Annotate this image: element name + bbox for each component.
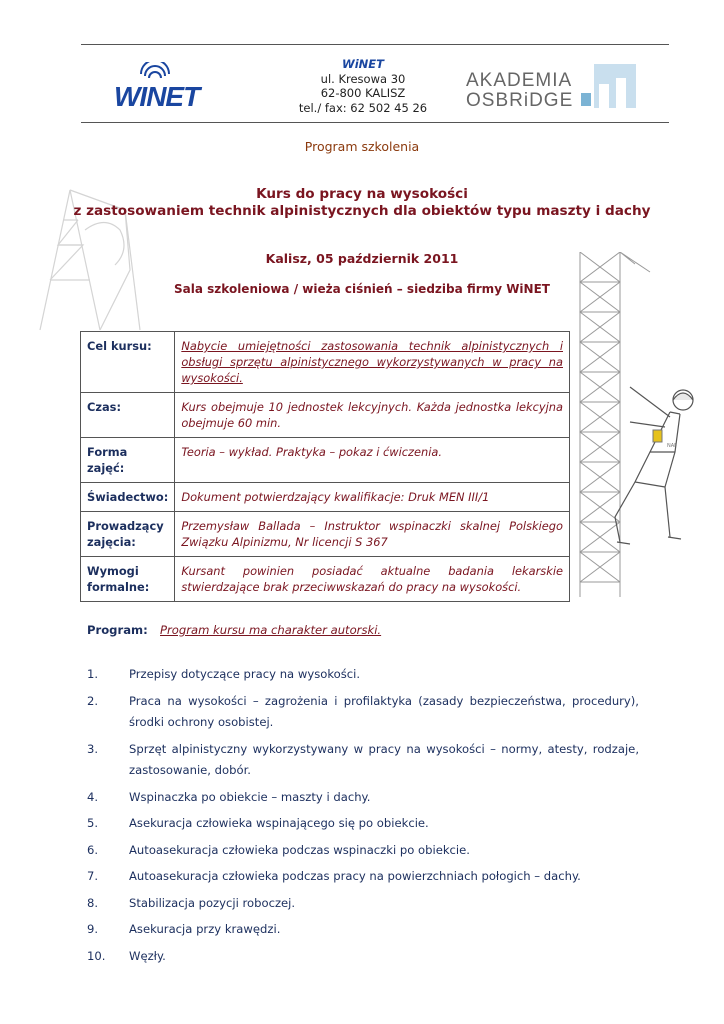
list-item (87, 893, 639, 915)
program-label: Program: (87, 623, 148, 637)
row-value: Kurs obejmuje 10 jednostek lekcyjnych. Każda jednostka lekcyjna obejmuje 60 min. (175, 393, 570, 438)
table-row (81, 438, 570, 483)
row-label: Wymogi formalne: (81, 557, 175, 602)
course-venue: Sala szkoleniowa / wieża ciśnień – siedziba firmy WiNET (174, 282, 550, 296)
company-address (276, 57, 450, 115)
item-number: 9. (87, 922, 99, 936)
item-text: Węzły. (129, 948, 166, 963)
header-rule-top (81, 44, 669, 45)
svg-text:AKADEMIA: AKADEMIA (466, 70, 573, 91)
course-info-table (80, 331, 570, 602)
item-number: 1. (87, 667, 99, 681)
program-heading: Program szkolenia (304, 139, 420, 154)
row-value: Kursant powinien posiadać aktualne badania lekarskie stwierdzające brak przeciwwskazań do pracy na wysokości. (175, 557, 570, 602)
item-number: 3. (87, 741, 99, 756)
list-item (87, 691, 639, 734)
row-label: Czas: (81, 393, 175, 438)
row-value (175, 332, 570, 393)
item-text: Praca na wysokości – zagrożenia i profilaktyka (zasady bezpieczeństwa, procedury), środki ochrony osobistej. (129, 693, 639, 729)
item-number: 5. (87, 816, 99, 830)
list-item (87, 866, 639, 888)
list-item (87, 787, 639, 809)
item-number: 10. (87, 948, 106, 963)
list-item (87, 664, 639, 686)
course-title (0, 186, 724, 220)
item-text: Sprzęt alpinistyczny wykorzystywany w pracy na wysokości – normy, atesty, rodzaje, zastosowanie, dobór. (129, 741, 639, 777)
svg-text:NAF: NAF (667, 443, 678, 449)
akademia-osbridge-logo (466, 64, 646, 112)
row-value: Dokument potwierdzający kwalifikacje: Druk MEN III/1 (175, 483, 570, 512)
program-note: Program kursu ma charakter autorski. (160, 623, 382, 637)
list-item (87, 919, 639, 941)
item-number: 2. (87, 693, 99, 708)
list-item (87, 840, 639, 862)
course-date: Kalisz, 05 październik 2011 (265, 251, 459, 266)
item-text: Stabilizacja pozycji roboczej. (129, 895, 296, 910)
row-value: Teoria – wykład. Praktyka – pokaz i ćwiczenia. (175, 438, 570, 483)
item-number: 6. (87, 842, 99, 857)
item-text: Asekuracja przy krawędzi. (129, 922, 281, 936)
item-text: Przepisy dotyczące pracy na wysokości. (129, 667, 361, 681)
svg-text:WINET: WINET (114, 81, 200, 110)
header-rule-bottom (81, 122, 669, 123)
row-label: Prowadzący zajęcia: (81, 512, 175, 557)
list-item (87, 813, 639, 835)
item-number: 8. (87, 895, 99, 910)
row-value: Przemysław Ballada – Instruktor wspinaczki skalnej Polskiego Związku Alpinizmu, Nr licencji S 367 (175, 512, 570, 557)
item-number: 7. (87, 869, 99, 883)
table-row (81, 512, 570, 557)
address-city: 62-800 KALISZ (320, 86, 406, 100)
phone-fax: tel./ fax: 62 502 45 26 (298, 100, 428, 115)
address-street: ul. Kresowa 30 (320, 71, 406, 86)
item-text: Autoasekuracja człowieka podczas wspinaczki po obiekcie. (129, 842, 470, 857)
row-label: Świadectwo: (81, 483, 175, 512)
list-item (87, 739, 639, 782)
item-text: Wspinaczka po obiekcie – maszty i dachy. (129, 789, 371, 804)
list-item (87, 946, 639, 968)
item-text: Autoasekuracja człowieka podczas pracy na powierzchniach połogich – dachy. (129, 869, 581, 883)
table-row (81, 483, 570, 512)
goal-text: Nabycie umiejętności zastosowania technik alpinistycznych i obsługi sprzętu alpinistycznego wykorzystywanych w pracy na wysokości. (181, 339, 563, 385)
tower-climber-illustration (575, 252, 700, 602)
winet-logo (112, 62, 232, 110)
course-title-line1: Kurs do pracy na wysokości (256, 186, 468, 202)
item-number: 4. (87, 789, 99, 804)
svg-text:OSBRiDGE: OSBRiDGE (466, 90, 574, 111)
row-label: Cel kursu: (81, 332, 175, 393)
table-row (81, 393, 570, 438)
row-label: Forma zajęć: (81, 438, 175, 483)
item-text: Asekuracja człowieka wspinającego się po obiekcie. (129, 816, 429, 830)
program-list (87, 664, 639, 972)
course-title-line2: z zastosowaniem technik alpinistycznych dla obiektów typu maszty i dachy (73, 203, 651, 219)
table-row (81, 557, 570, 602)
table-row (81, 332, 570, 393)
company-name: WiNET (342, 57, 384, 71)
